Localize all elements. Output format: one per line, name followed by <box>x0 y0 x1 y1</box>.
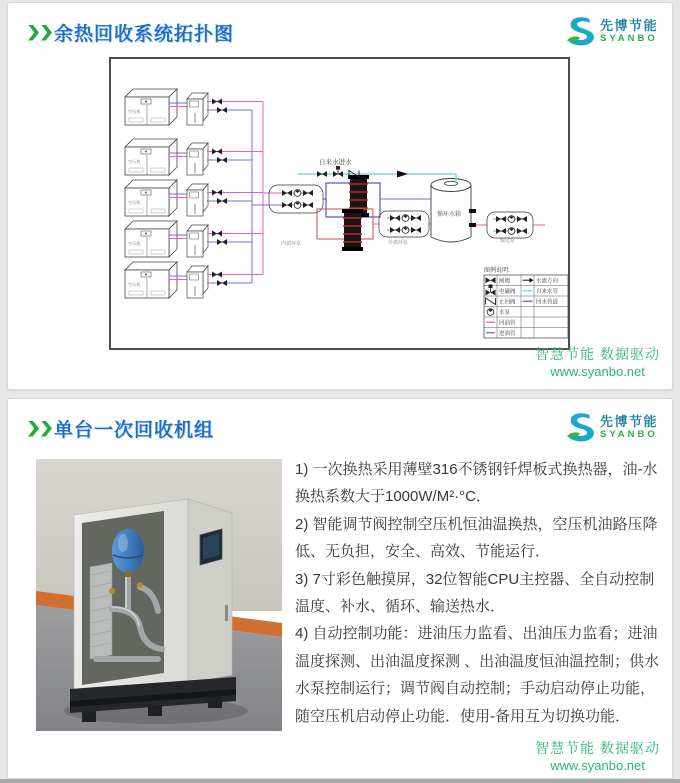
compressor-row <box>125 221 263 257</box>
svg-text:进油管: 进油管 <box>499 331 516 337</box>
footer-url: www.syanbo.net <box>550 757 645 773</box>
brass-valve <box>137 582 143 588</box>
footer-slogan: 智慧节能 数据驱动 <box>535 740 660 756</box>
pump-icon <box>487 309 494 316</box>
logo-name-cn: 先博节能 <box>599 414 658 429</box>
delivery-pump-group <box>487 212 533 238</box>
brass-valve <box>109 588 115 594</box>
recovery-unit-photo-image <box>36 459 282 731</box>
logo-name-cn: 先博节能 <box>599 18 658 33</box>
feature-point: 4) 自动控制功能：进油压力监看、出油压力监看；进油温度探测、出油温度探测 、出油温度恒油温控制；供水水泵控制运行；调节阀自动控制；手动启动停止功能，随空压机启动停止功能．使用-备用互为切换功能． <box>295 625 660 725</box>
chevron-icon <box>41 421 52 437</box>
feature-point: 1) 一次换热采用薄壁316不锈钢钎焊板式换热器，油-水换热系数大于1000W/M²·°C． <box>295 461 658 506</box>
circulation-tank <box>431 179 476 243</box>
door-handle <box>225 605 228 621</box>
outer-pump-group <box>379 211 429 237</box>
topology-diagram-frame <box>109 57 570 350</box>
legend-table <box>484 266 568 338</box>
syanbo-logo-icon <box>565 15 595 47</box>
compressor-row <box>125 180 263 216</box>
brand-footer <box>535 346 660 380</box>
svg-text:止回阀: 止回阀 <box>499 299 516 306</box>
feature-points <box>295 456 663 730</box>
chevron-icon <box>28 25 39 41</box>
gate-valve-icon <box>486 277 496 283</box>
compressor-row <box>125 89 263 125</box>
svg-text:回油管: 回油管 <box>499 320 516 327</box>
svg-text:水泵: 水泵 <box>499 310 511 316</box>
footer-slogan: 智慧节能 数据驱动 <box>535 346 660 362</box>
tank-label: 循环水箱 <box>437 212 462 218</box>
legend-title: 图例说明: <box>484 268 510 274</box>
inner-pump-label: 内循环泵 <box>281 241 302 247</box>
brand-footer <box>535 740 660 774</box>
unit-title: 单台一次回收机组 <box>54 420 215 441</box>
svg-text:闸阀: 闸阀 <box>499 278 511 285</box>
feature-point: 3) 7寸彩色触摸屏，32位智能CPU主控器、全自动控制温度、补水、循环、输送热水． <box>295 570 655 616</box>
svg-text:水流方向: 水流方向 <box>536 278 559 285</box>
footer-url: www.syanbo.net <box>550 363 645 379</box>
logo-name-en: SYANBO <box>599 33 658 44</box>
logo-name-en: SYANBO <box>599 429 658 440</box>
tap-water-label: 自来水进水 <box>319 159 352 166</box>
inner-pump-group <box>269 185 323 213</box>
check-valve-icon <box>486 298 496 305</box>
tap-water-line <box>297 157 456 181</box>
recovery-unit-photo <box>36 459 282 731</box>
compressor-row <box>125 139 263 175</box>
topology-diagram: 空压机 循环水箱 自来水进水 内循环泵 外循环泵 输送泵 图例说明: 闸阀 电磁阀 止回阀 水泵 回油管 进油管 水流方向 自来水管 回水管道 <box>111 59 568 348</box>
syanbo-logo <box>565 15 658 47</box>
compressor-row <box>125 262 263 298</box>
topology-card <box>7 2 673 390</box>
outer-pump-label: 外循环泵 <box>388 240 409 246</box>
svg-text:电磁阀: 电磁阀 <box>499 289 516 295</box>
solenoid-valve-icon <box>486 285 496 296</box>
feature-point: 2) 智能调节阀控制空压机恒油温换热，空压机油路压降低、无负担，安全、高效、节能运行． <box>295 515 658 561</box>
syanbo-logo <box>565 411 658 443</box>
unit-header <box>28 415 214 442</box>
delivery-pump-label: 输送泵 <box>500 238 516 244</box>
syanbo-logo-icon <box>565 411 595 443</box>
flow-direction-icon <box>523 278 534 283</box>
svg-text:自来水管: 自来水管 <box>536 289 559 295</box>
topology-title: 余热回收系统拓扑图 <box>54 24 235 45</box>
unit-card <box>7 398 673 779</box>
svg-text:回水管道: 回水管道 <box>536 299 559 306</box>
topology-header <box>28 19 234 46</box>
chevron-icon <box>28 421 39 437</box>
unit-cabinet <box>70 499 236 722</box>
plate-heat-exchanger <box>90 563 112 659</box>
chevron-icon <box>41 25 52 41</box>
